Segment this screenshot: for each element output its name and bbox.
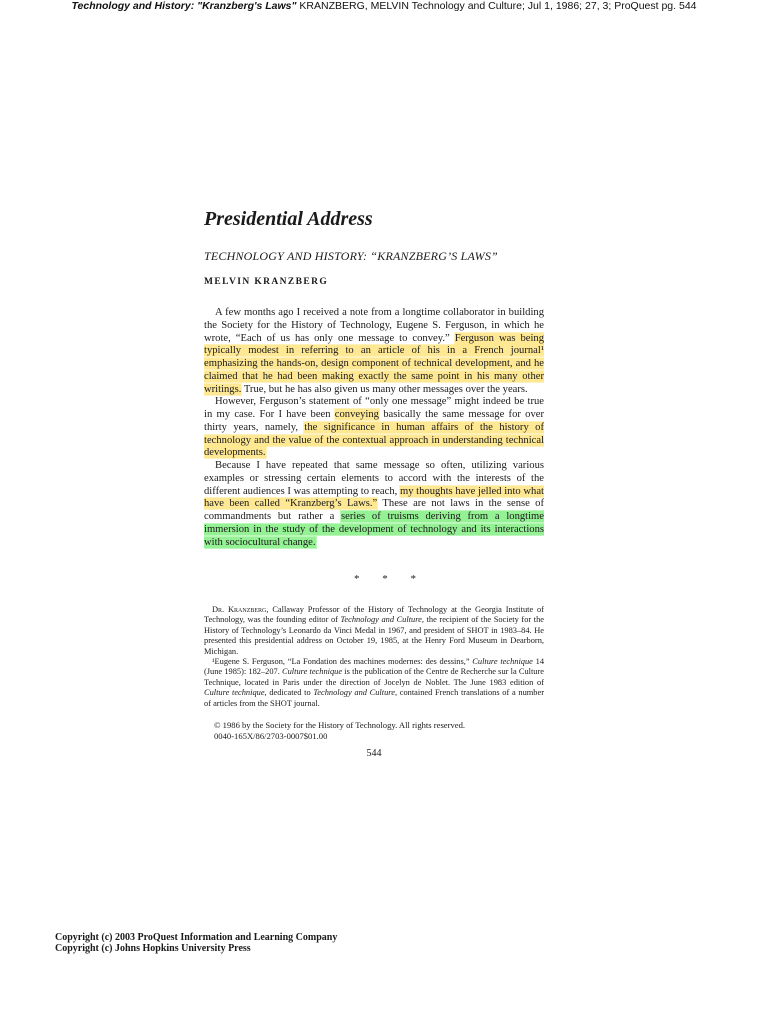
yellow-highlight: the significance in human affairs of the history of technology and the value of the contextual approach in understanding technical developments. [204,421,545,459]
citation-header [0,0,768,12]
yellow-highlight: my thoughts have jelled into what have been called “Kranzberg’s Laws.” [204,485,544,510]
yellow-highlight: conveying [334,409,379,420]
footnote-1: ¹Eugene S. Ferguson, “La Fondation des machines modernes: des dessins,” Culture technique 14 (June 1985): 182–207. Culture technique is the publication of the Centre de Recherche sur la Culture Technique, located in Paris under the direction of Jocelyn de Noblet. The June 1983 edition of Culture technique, dedicated to Technology and Culture, contained French translations of a number of articles from the SHOT journal. [204,657,545,708]
footnote-author: Dr. Kranzberg, Callaway Professor of the History of Technology at the Georgia Institute of Technology, was the founding editor of Technology and Culture, the recipient of the Society for the History of Technology’s Leonardo da Vinci Medal in 1967, and president of SHOT in 1983–84. He presented this presidential address on October 19, 1985, at the Henry Ford Museum in Dearborn, Michigan. [204,605,544,656]
paragraph-1: A few months ago I received a note from a longtime collaborator in building the Society for the History of Technology, Eugene S. Ferguson, in which he wrote, “Each of us has only one message to convey.” Ferguson was being typically modest in referring to an article of his in a French journal¹ emphasizing the hands-on, design component of technical development, and he claimed that he had been making exactly the same point in his many other writings. True, but he has also given us many other messages over the years. [204,307,544,395]
citation-text: KRANZBERG, MELVIN Technology and Culture; Jul 1, 1986; 27, 3; ProQuest pg. 544 [296,0,697,12]
article-subtitle: TECHNOLOGY AND HISTORY: “KRANZBERG’S LAWS” [204,249,498,263]
paragraph-3: Because I have repeated that same message so often, utilizing various examples or stressing certain elements to accord with the interests of the different audiences I was attempting to reach, my thoughts have jelled into what have been called “Kranzberg’s Laws.” These are not laws in the sense of commandments but rather a series of truisms deriving from a longtime immersion in the study of the development of technology and its interactions with sociocultural change. [204,460,544,548]
page-heading: Presidential Address [204,208,373,230]
yellow-highlight: Ferguson was being typically modest in referring to an article of his in a French journal¹ emphasizing the hands-on, design component of technical development, and he claimed that he had been making exactly the same point in his many other writings. [204,332,544,395]
paragraph-2: However, Ferguson’s statement of “only one message” might indeed be true in my case. For I have been conveying basically the same message for over thirty years, namely, the significance in human affairs of the history of technology and the value of the contextual approach in understanding technical developments. [204,396,545,459]
document-page [204,205,545,759]
footnotes [204,605,544,709]
article-title-link[interactable]: Technology and History: "Kranzberg's Laws" [71,0,297,12]
footer-copyright: Copyright (c) 2003 ProQuest Information and Learning Company Copyright (c) Johns Hopkins University Press [55,932,338,954]
section-break: * * * [354,573,426,585]
green-highlight: series of truisms deriving from a longtime immersion in the study of the development of technology and its interactions with sociocultural change. [204,511,544,548]
page-number: 544 [366,748,382,759]
copyright-notice: © 1986 by the Society for the History of Technology. All rights reserved. 0040-165X/86/2703-0007$01.00 [214,720,466,741]
author-name: MELVIN KRANZBERG [204,277,329,287]
article-body [204,307,544,549]
